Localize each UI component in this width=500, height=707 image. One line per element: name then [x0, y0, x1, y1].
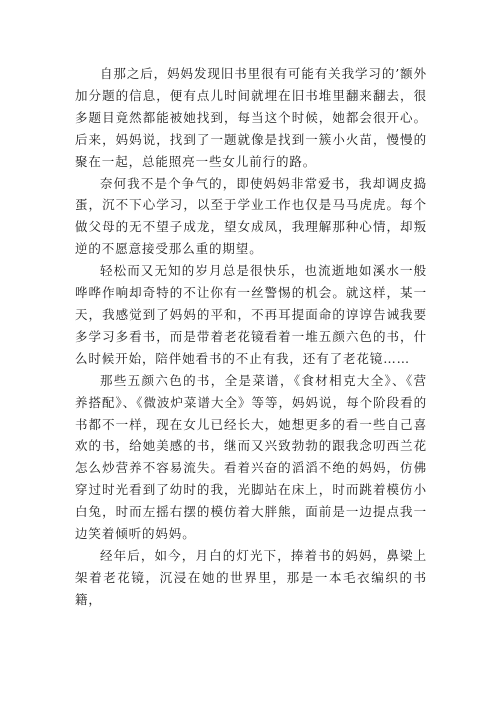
paragraph: 经年后，如今，月白的灯光下，捧着书的妈妈，鼻梁上架着老花镜，沉浸在她的世界里，那是一本毛衣编织的书籍， — [75, 547, 427, 607]
article-body — [75, 63, 427, 611]
paragraph: 奈何我不是个争气的，即使妈妈非常爱书，我却调皮捣蛋，沉不下心学习，以至于学业工作也仅是马马虎虎。每个做父母的无不望子成龙，望女成凤，我理解那种心情，却叛逆的不愿意接受那么重的期望。 — [75, 175, 427, 257]
paragraph: 那些五颜六色的书，全是菜谱，《食材相克大全》、《营养搭配》、《微波炉菜谱大全》等等，妈妈说，每个阶段看的书都不一样，现在女儿已经长大，她想更多的看一些自己喜欢的书，给她美感的书，继而又兴致勃勃的跟我念叨西兰花怎么炒营养不容易流失。看着兴奋的滔滔不绝的妈妈，仿佛穿过时光看到了幼时的我，光脚站在床上，时而跳着模仿小白兔，时而左摇右摆的模仿着大胖熊，面前是一边提点我一边笑着倾听的妈妈。 — [75, 372, 427, 542]
paragraph: 轻松而又无知的岁月总是很快乐，也流逝地如溪水一般哗哗作响却奇特的不让你有一丝警惕的机会。就这样，某一天，我感觉到了妈妈的平和，不再耳提面命的谆谆告诫我要多学习多看书，而是带着老花镜看着一堆五颜六色的书，什么时候开始，陪伴她看书的不止有我，还有了老花镜…… — [75, 263, 427, 366]
paragraph: 自那之后，妈妈发现旧书里很有可能有关我学习的’额外加分题的信息，便有点儿时间就埋在旧书堆里翻来翻去，很多题目竟然都能被她找到，每当这个时候，她都会很开心。后来，妈妈说，找到了一题就像是找到一簇小火苗，慢慢的聚在一起，总能照亮一些女儿前行的路。 — [75, 66, 427, 169]
